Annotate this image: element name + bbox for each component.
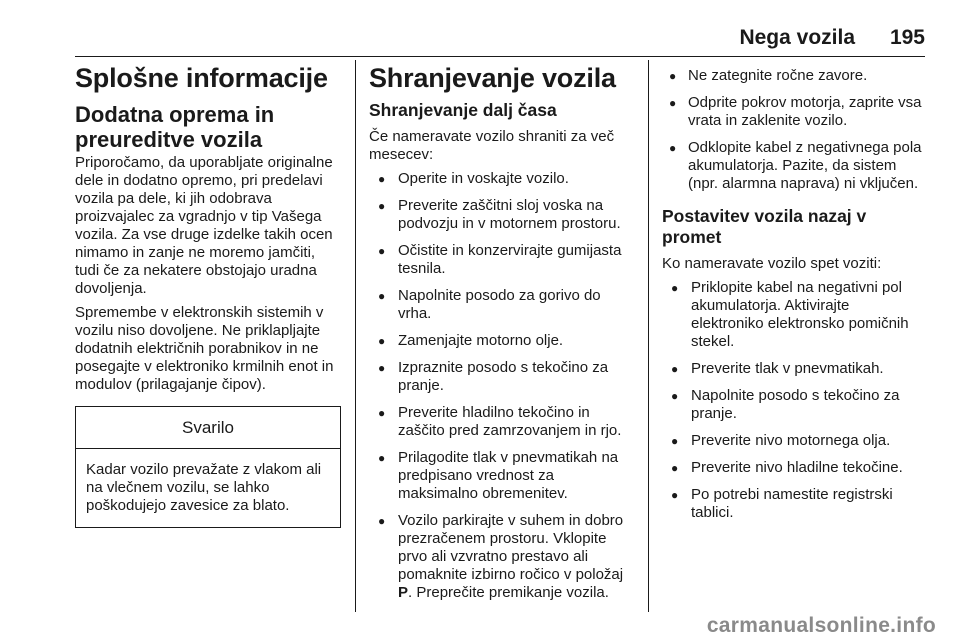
storage-intro: Če nameravate vozilo shraniti za več mesecev:	[369, 128, 615, 163]
warning-title: Svarilo	[76, 407, 340, 449]
column-divider-2	[648, 60, 649, 612]
gear-position-p: P	[398, 584, 409, 601]
main-heading: Splošne informacije	[75, 63, 328, 93]
storage-bullet-list	[369, 170, 634, 602]
list-item: ● Napolnite posodo za gorivo do vrha.	[369, 287, 634, 323]
list-item: ● Prilagodite tlak v pnevmatikah na predpisano vrednost za maksimalno obremenitev.	[369, 449, 634, 503]
list-item: ● Preverite zaščitni sloj voska na podvozju in v motornem prostoru.	[369, 197, 634, 233]
list-item: ● Zamenjajte motorno olje.	[369, 332, 634, 350]
long-storage-subheading: Shranjevanje dalj časa	[369, 100, 557, 120]
list-item: ● Preverite hladilno tekočino in zaščito pred zamrzovanjem in rjo.	[369, 404, 634, 440]
list-item: ● Očistite in konzervirajte gumijasta tesnila.	[369, 242, 634, 278]
page-header	[75, 22, 925, 56]
list-item: ● Preverite nivo hladilne tekočine.	[662, 459, 925, 477]
storage-heading: Shranjevanje vozila	[369, 63, 616, 93]
return-bullet-list	[662, 279, 925, 522]
column-right	[662, 60, 925, 531]
list-item: ● Operite in voskajte vozilo.	[369, 170, 634, 188]
list-item: ● Priklopite kabel na negativni pol akumulatorja. Aktivirajte elektroniko elektronsko pomičnih stekel.	[662, 279, 925, 351]
list-item-text: Vozilo parkirajte v suhem in dobro prezračenem prostoru. Vklopite prvo ali vzvratno prestavo ali pomaknite izbirno ročico v položaj	[398, 512, 624, 583]
page-number: 195	[889, 26, 925, 49]
header-rule	[75, 56, 925, 57]
list-item: ● Izpraznite posodo s tekočino za pranje.	[369, 359, 634, 395]
list-item: ● Napolnite posodo s tekočino za pranje.	[662, 387, 925, 423]
warning-text: Kadar vozilo prevažate z vlakom ali na vlečnem vozilu, se lahko poškodujejo zavesice za blato.	[86, 461, 322, 514]
watermark: carmanualsonline.info	[706, 614, 936, 637]
return-intro: Ko nameravate vozilo spet voziti:	[662, 255, 882, 272]
list-item: ● Odprite pokrov motorja, zaprite vsa vrata in zaklenite vozilo.	[662, 94, 925, 130]
column-divider-1	[355, 60, 356, 612]
list-item: ● Preverite tlak v pnevmatikah.	[662, 360, 925, 378]
list-item: ● Preverite nivo motornega olja.	[662, 432, 925, 450]
list-item: ● Po potrebi namestite registrski tablici.	[662, 486, 925, 522]
section-title: Nega vozila	[739, 26, 855, 49]
list-item: ● Ne zategnite ročne zavore.	[662, 67, 925, 85]
list-item	[369, 512, 634, 602]
list-item: ● Odklopite kabel z negativnega pola akumulatorja. Pazite, da sistem (npr. alarmna naprava) ni vključen.	[662, 139, 925, 193]
paragraph-original-parts: Priporočamo, da uporabljate originalne dele in dodatno opremo, pri predelavi vozila pa dele, ki jih odobrava proizvajalec za vgradnjo v tip Vašega vozila. Za vse druge izdelke takih ocen nimamo in zanje ne moremo jamčiti, tudi če za nekatere obstojajo uradna dovoljenja.	[75, 154, 333, 297]
warning-box	[75, 406, 341, 528]
column-left	[75, 60, 341, 528]
return-to-service-subheading: Postavitev vozila nazaj v promet	[662, 206, 867, 247]
subheading-accessories: Dodatna oprema in preureditve vozila	[75, 102, 275, 152]
list-item-text: . Preprečite premikanje vozila.	[408, 584, 609, 601]
storage-bullet-list-continued	[662, 67, 925, 193]
column-middle	[369, 60, 634, 611]
paragraph-electronics: Spremembe v elektronskih sistemih v vozilu niso dovoljene. Ne priklapljajte dodatnih električnih porabnikov in ne posegajte v elektroniko krmilnih enot in modulov (prilagajanje čipov).	[75, 304, 334, 393]
